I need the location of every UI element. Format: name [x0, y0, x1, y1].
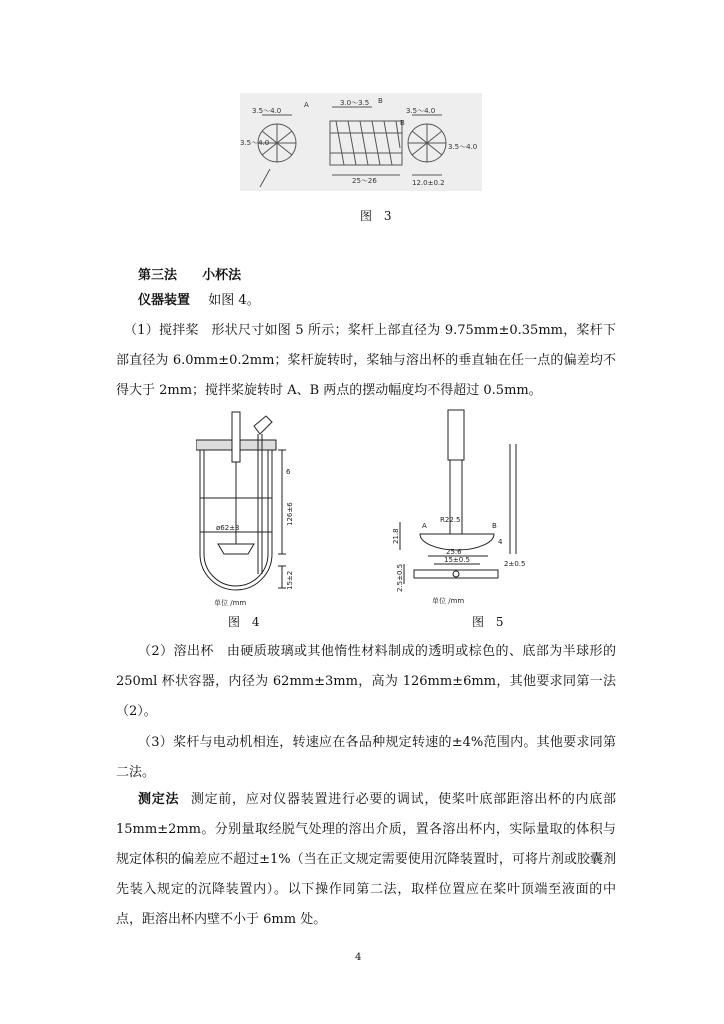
para-1-num: （1）: [124, 323, 160, 338]
section-title: [138, 264, 241, 283]
dim-label: A: [304, 101, 309, 109]
dim-label: 12.0±0.2: [412, 179, 445, 187]
apparatus-text: 如图 4。: [208, 293, 260, 308]
apparatus-label: 仪器装置: [138, 293, 191, 308]
dim-label: 3.5～4.0: [406, 107, 436, 115]
fig5-label-b: B: [492, 522, 497, 530]
section-title-name: 小杯法: [202, 268, 242, 283]
fig4-height: 126±6: [286, 502, 294, 526]
fig5-width-1: 25.6: [446, 548, 462, 556]
fig5-dim-4: 4: [498, 538, 503, 546]
fig5-gap: 2±0.5: [504, 560, 526, 568]
fig4-unit: 单位 /mm: [214, 599, 247, 607]
fig4-six: 6: [286, 468, 291, 476]
dim-label: B: [378, 97, 383, 105]
fig5-width-2: 15±0.5: [444, 556, 470, 564]
dim-label: 3.5～4.0: [448, 143, 478, 151]
para-1-label: 搅拌桨: [159, 323, 199, 338]
section-title-method: 第三法: [138, 268, 178, 283]
para-2-label: 溶出杯: [173, 644, 214, 659]
page-number: 4: [355, 952, 362, 963]
paragraph-2: [116, 637, 616, 727]
fig5-radius: R22.5: [440, 516, 461, 524]
para-2-num: （2）: [138, 644, 174, 659]
dim-label: 3.5～4.0: [252, 107, 282, 115]
para-4-text: 测定前，应对仪器装置进行必要的调试，使桨叶底部距溶出杯的内底部 15mm±2mm。分别量取经脱气处理的溶出介质，置各溶出杯内，实际量取的体积与规定体积的偏差应不超过±1%（当在正文规定需要使用沉降装置时，可将片剂或胶囊剂先装入规定的沉降装置内）。以下操作同第二法，取样位置应在桨叶顶端至液面的中点，距溶出杯内壁不小于 6mm 处。: [116, 792, 616, 927]
dim-label: 3.5～4.0: [240, 139, 270, 147]
para-2-text: 由硬质玻璃或其他惰性材料制成的透明或棕色的、底部为半球形的 250ml 杯状容器，内径为 62mm±3mm，高为 126mm±6mm，其他要求同第一法（2）。: [116, 644, 616, 719]
fig5-unit: 单位 /mm: [432, 597, 465, 605]
para-1-text: 形状尺寸如图 5 所示；桨杆上部直径为 9.75mm±0.35mm，桨杆下部直径为 6.0mm±0.2mm；桨杆旋转时，桨轴与溶出杯的垂直轴在任一点的偏差均不得大于 2mm；搅拌桨旋转时 A、B 两点的摆动幅度均不得超过 0.5mm。: [116, 323, 616, 398]
fig4-diameter: ø62±3: [216, 524, 240, 532]
dim-label: 25～26: [352, 177, 377, 185]
figure-5-image: [392, 404, 528, 608]
paragraph-4: [116, 785, 616, 935]
dim-label: B: [400, 119, 405, 127]
dim-label: 3.0～3.5: [340, 99, 370, 107]
apparatus-line: [116, 286, 616, 316]
fig5-label-a: A: [422, 522, 427, 530]
paragraph-1: [116, 316, 616, 406]
figure-3-caption: 图 3: [360, 209, 396, 223]
fig4-bottom: 15±2: [286, 570, 294, 590]
figure-3-image: [240, 93, 482, 191]
figure-5-caption: 图 5: [472, 615, 508, 629]
fig5-dim-21-8: 21.8: [392, 528, 400, 544]
fig5-height: 2.5±0.5: [396, 563, 404, 592]
paragraph-3: （3）桨杆与电动机相连，转速应在各品种规定转速的±4%范围内。其他要求同第二法。: [116, 735, 616, 780]
figure-4-caption: 图 4: [228, 615, 264, 629]
figure-4-image: [196, 404, 300, 608]
para-4-label: 测定法: [138, 792, 180, 807]
